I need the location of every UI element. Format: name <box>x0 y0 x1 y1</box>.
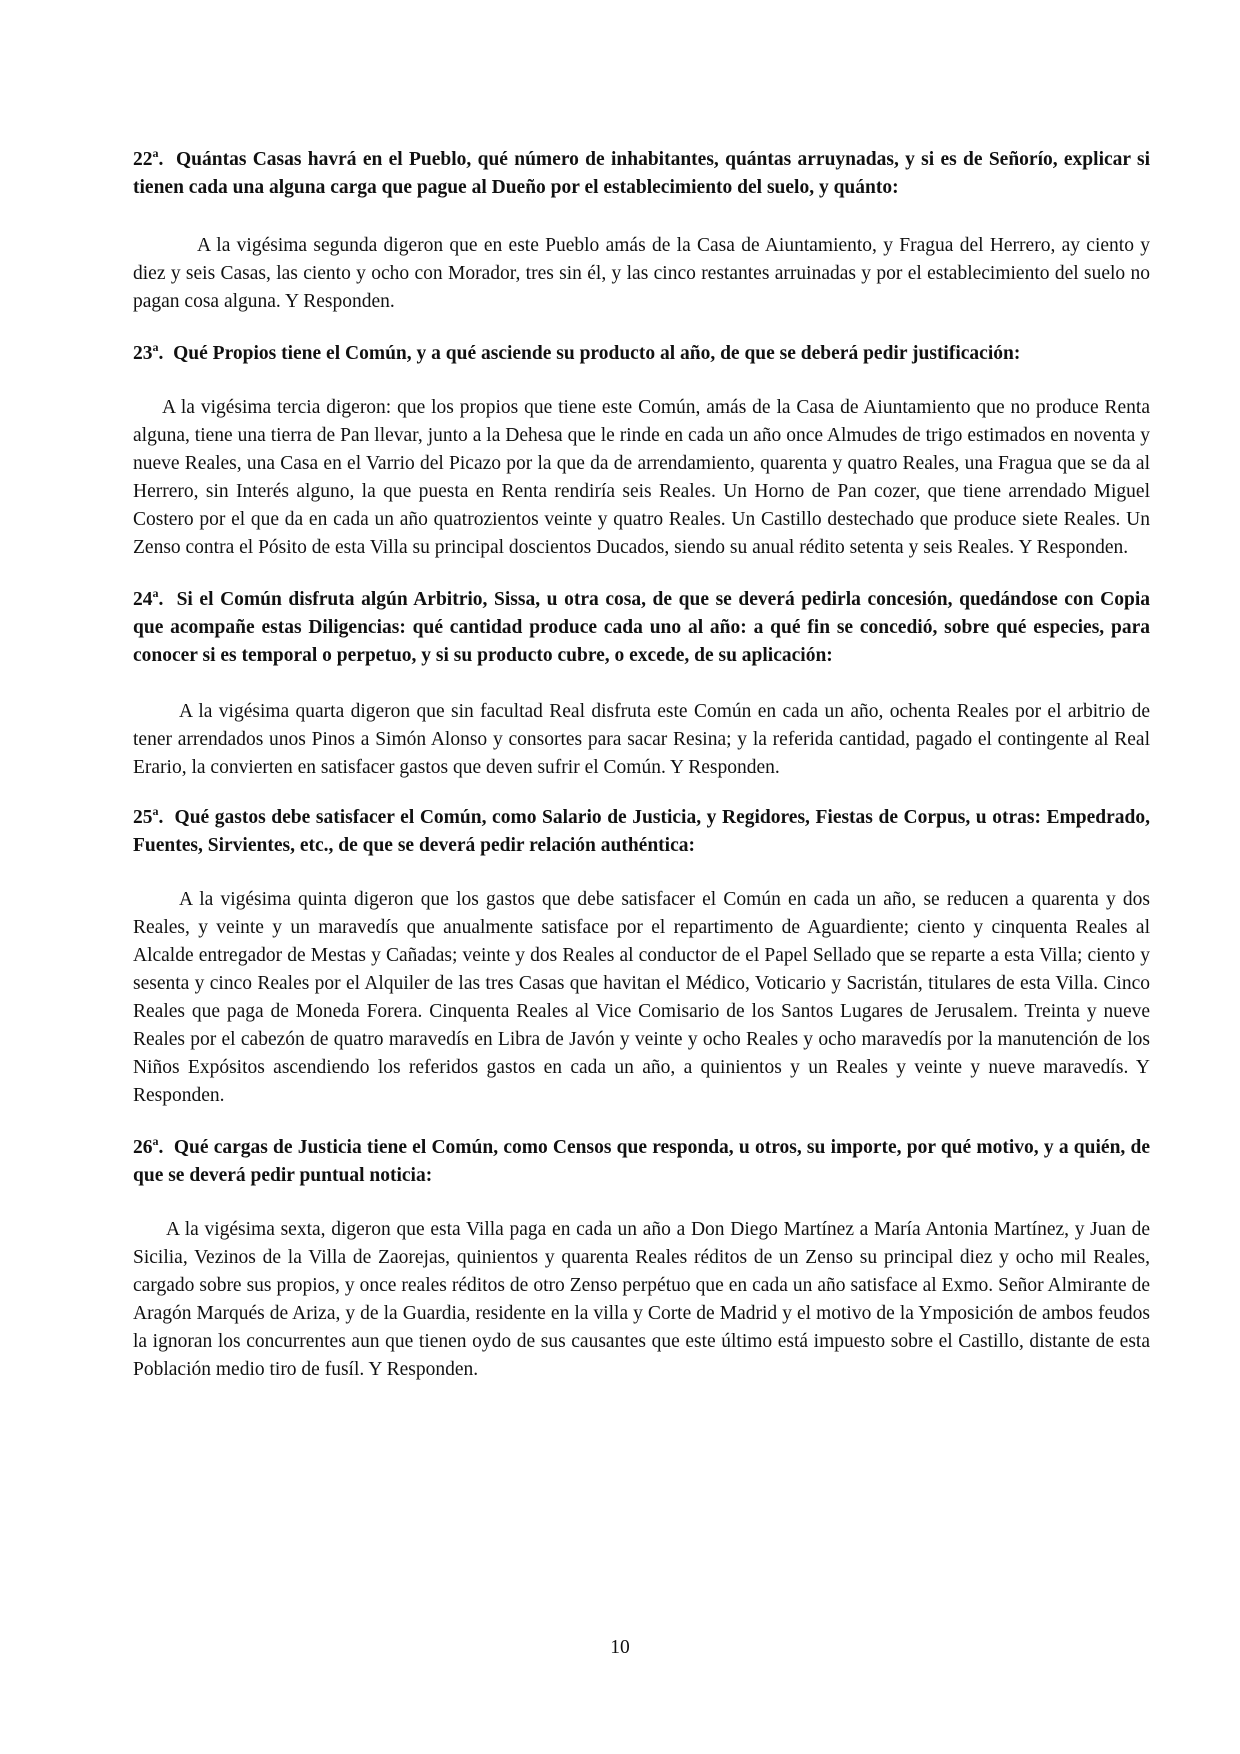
question-number: 25 <box>133 807 153 828</box>
ordinal-suffix: a <box>152 804 159 818</box>
question-text: Qué cargas de Justicia tiene el Común, como Censos que responda, u otros, su importe, por qué motivo, y a quién, de que se deverá pedir puntual noticia: <box>133 1137 1151 1186</box>
ordinal-suffix: a <box>152 146 159 160</box>
question-number: 22 <box>133 149 153 170</box>
page-number: 10 <box>610 1637 630 1658</box>
section-question-23 <box>133 340 1150 562</box>
answer-text: A la vigésima tercia digeron: que los propios que tiene este Común, amás de la Casa de Aiuntamiento que no produce Renta alguna, tiene una tierra de Pan llevar, junto a la Dehesa que le rinde en cada un año once Almudes de trigo estimados en noventa y nueve Reales, una Casa en el Varrio del Picazo por la que da de arrendamiento, quarenta y quatro Reales, una Fragua que se da al Herrero, sin Interés alguno, la que puesta en Renta rendiría seis Reales. Un Horno de Pan cozer, que tiene arrendado Miguel Costero por el que da en cada un año quatrozientos veinte y quatro Reales. Un Castillo destechado que produce siete Reales. Un Zenso contra el Pósito de esta Villa su principal doscientos Ducados, siendo su anual rédito setenta y seis Reales. Y Responden. <box>133 397 1150 558</box>
question-text: Qué gastos debe satisfacer el Común, como Salario de Justicia, y Regidores, Fiestas de Corpus, u otras: Empedrado, Fuentes, Sirvientes, etc., de que se deverá pedir relación authéntica: <box>133 807 1150 856</box>
question-number: 26 <box>133 1137 153 1158</box>
answer-text: A la vigésima sexta, digeron que esta Villa paga en cada un año a Don Diego Martínez a María Antonia Martínez, y Juan de Sicilia, Vezinos de la Villa de Zaorejas, quinientos y quarenta Reales réditos de un Zenso su principal diez y ocho mil Reales, cargado sobre sus propios, y once reales réditos de otro Zenso perpétuo que en cada un año satisface al Exmo. Señor Almirante de Aragón Marqués de Ariza, y de la Guardia, residente en la villa y Corte de Madrid y el motivo de la Ymposición de ambos feudos la ignoran los concurrentes aun que tienen oydo de sus causantes que este último está impuesto sobre el Castillo, distante de esta Población medio tiro de fusíl. Y Responden. <box>133 1219 1150 1380</box>
question-heading: 26$^a$. Qué cargas de Justicia tiene el Común, como Censos que responda, u otros, su importe, por qué motivo, y a quién, de que se deverá pedir puntual noticia: <box>133 1134 1151 1186</box>
document-page <box>133 146 1150 1384</box>
question-text: Si el Común disfruta algún Arbitrio, Sissa, u otra cosa, de que se deverá pedirla concesión, quedándose con Copia que acompañe estas Diligencias: qué cantidad produce cada uno al año: a qué fin se concedió, sobre qué especies, para conocer si es temporal o perpetuo, y si su producto cubre, o excede, de su aplicación: <box>133 589 1150 666</box>
section-question-25 <box>133 804 1150 1110</box>
question-heading: 22$^a$. Quántas Casas havrá en el Pueblo, qué número de inhabitantes, quántas arruynadas, y si es de Señorío, explicar si tienen cada una alguna carga que pague al Dueño por el establecimiento del suelo, y quánto: <box>133 146 1151 198</box>
question-heading: 23$^a$. Qué Propios tiene el Común, y a qué asciende su producto al año, de que se deberá pedir justificación: <box>133 340 1021 364</box>
answer-text: A la vigésima quarta digeron que sin facultad Real disfruta este Común en cada un año, ochenta Reales por el arbitrio de tener arrendados unos Pinos a Simón Alonso y consortes para sacar Resina; y la referida cantidad, pagado el contingente al Real Erario, la convierten en satisfacer gastos que deven sufrir el Común. Y Responden. <box>133 701 1150 778</box>
question-heading: 25$^a$. Qué gastos debe satisfacer el Común, como Salario de Justicia, y Regidores, Fiestas de Corpus, u otras: Empedrado, Fuentes, Sirvientes, etc., de que se deverá pedir relación authéntica: <box>133 804 1150 856</box>
answer-text: A la vigésima segunda digeron que en este Pueblo amás de la Casa de Aiuntamiento, y Fragua del Herrero, ay ciento y diez y seis Casas, las ciento y ocho con Morador, tres sin él, y las cinco restantes arruinadas y por el establecimiento del suelo no pagan cosa alguna. Y Responden. <box>133 235 1150 312</box>
ordinal-suffix: a <box>152 1134 159 1148</box>
section-question-24 <box>133 586 1150 782</box>
ordinal-suffix: a <box>152 586 159 600</box>
question-text: Qué Propios tiene el Común, y a qué asciende su producto al año, de que se deberá pedir justificación: <box>173 343 1021 364</box>
ordinal-suffix: a <box>152 340 159 354</box>
question-number: 23 <box>133 343 153 364</box>
section-question-22 <box>133 146 1150 316</box>
question-text: Quántas Casas havrá en el Pueblo, qué número de inhabitantes, quántas arruynadas, y si es de Señorío, explicar si tienen cada una alguna carga que pague al Dueño por el establecimiento del suelo, y quánto: <box>133 149 1151 198</box>
answer-text: A la vigésima quinta digeron que los gastos que debe satisfacer el Común en cada un año, se reducen a quarenta y dos Reales, y veinte y un maravedís que anualmente satisface por el repartimento de Aguardiente; ciento y cinquenta Reales al Alcalde entregador de Mestas y Cañadas; veinte y dos Reales al conductor de el Papel Sellado que se reparte a esta Villa; ciento y sesenta y cinco Reales por el Alquiler de las tres Casas que havitan el Médico, Voticario y Sacristán, titulares de esta Villa. Cinco Reales que paga de Moneda Forera. Cinquenta Reales al Vice Comisario de los Santos Lugares de Jerusalem. Treinta y nueve Reales por el cabezón de quatro maravedís en Libra de Javón y veinte y ocho Reales y ocho maravedís por la manutención de los Niños Expósitos ascendiendo los referidos gastos en cada un año, a quinientos y un Reales y veinte y nueve maravedís. Y Responden. <box>133 889 1150 1106</box>
section-question-26 <box>133 1134 1150 1384</box>
question-number: 24 <box>133 589 153 610</box>
question-heading: 24$^a$. Si el Común disfruta algún Arbitrio, Sissa, u otra cosa, de que se deverá pedirla concesión, quedándose con Copia que acompañe estas Diligencias: qué cantidad produce cada uno al año: a qué fin se concedió, sobre qué especies, para conocer si es temporal o perpetuo, y si su producto cubre, o excede, de su aplicación: <box>133 586 1150 666</box>
